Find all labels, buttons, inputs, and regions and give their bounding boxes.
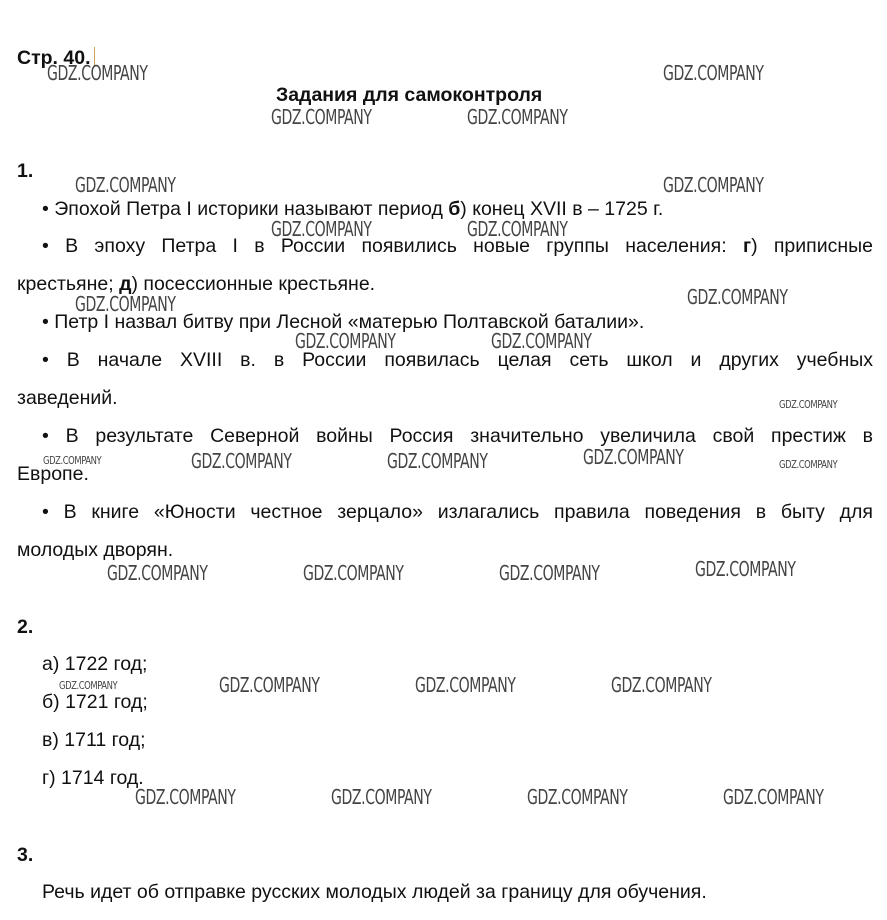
task-1-line-5: • В начале XVIII в. в России появилась целая сеть школ и других учебных [42, 349, 873, 371]
task-1-number: 1. [17, 160, 34, 182]
task-2-answer-b: б) 1721 год; [42, 691, 148, 713]
task-1-line-7: • В результате Северной войны Россия значительно увеличила свой престиж в [42, 425, 873, 447]
watermark: GDZ.COMPANY [75, 292, 176, 316]
watermark: GDZ.COMPANY [107, 561, 208, 585]
watermark: GDZ.COMPANY [59, 679, 118, 692]
watermark: GDZ.COMPANY [415, 673, 516, 697]
watermark: GDZ.COMPANY [271, 217, 372, 241]
watermark: GDZ.COMPANY [723, 785, 824, 809]
watermark: GDZ.COMPANY [467, 217, 568, 241]
watermark: GDZ.COMPANY [663, 61, 764, 85]
task-1-line-8: Европе. [17, 463, 89, 485]
task-1-line-6: заведений. [17, 387, 118, 409]
page-reference: Стр. 40. [17, 47, 95, 69]
watermark: GDZ.COMPANY [779, 458, 838, 471]
watermark: GDZ.COMPANY [499, 561, 600, 585]
watermark: GDZ.COMPANY [527, 785, 628, 809]
page-title: Задания для самоконтроля [276, 84, 543, 106]
watermark: GDZ.COMPANY [303, 561, 404, 585]
watermark: GDZ.COMPANY [135, 785, 236, 809]
task-1-line-1: • Эпохой Петра I историки называют период б) конец XVII в – 1725 г. [42, 198, 664, 220]
watermark: GDZ.COMPANY [779, 398, 838, 411]
watermark: GDZ.COMPANY [47, 61, 148, 85]
task-1-line-4: • Петр I назвал битву при Лесной «матерью Полтавской баталии». [42, 311, 645, 333]
watermark: GDZ.COMPANY [491, 329, 592, 353]
watermark: GDZ.COMPANY [191, 449, 292, 473]
watermark: GDZ.COMPANY [43, 454, 102, 467]
watermark: GDZ.COMPANY [331, 785, 432, 809]
watermark: GDZ.COMPANY [387, 449, 488, 473]
watermark: GDZ.COMPANY [687, 285, 788, 309]
watermark: GDZ.COMPANY [271, 105, 372, 129]
watermark: GDZ.COMPANY [219, 673, 320, 697]
task-2-answer-d: г) 1714 год. [42, 767, 144, 789]
task-1-line-2: • В эпоху Петра I в России появились новые группы населения: г) приписные [42, 235, 874, 257]
watermark: GDZ.COMPANY [75, 173, 176, 197]
watermark: GDZ.COMPANY [467, 105, 568, 129]
task-1-line-10: молодых дворян. [17, 539, 174, 561]
watermark: GDZ.COMPANY [663, 173, 764, 197]
task-1-line-9: • В книге «Юности честное зерцало» излагались правила поведения в быту для [42, 501, 873, 523]
watermark: GDZ.COMPANY [611, 673, 712, 697]
watermark: GDZ.COMPANY [583, 445, 684, 469]
task-1-line-3: крестьяне; д) посессионные крестьяне. [17, 273, 376, 295]
task-2-number: 2. [17, 616, 34, 638]
task-3-number: 3. [17, 844, 34, 866]
task-2-answer-a: а) 1722 год; [42, 653, 148, 675]
task-3-text: Речь идет об отправке русских молодых людей за границу для обучения. [42, 881, 707, 903]
watermark: GDZ.COMPANY [695, 557, 796, 581]
watermark: GDZ.COMPANY [295, 329, 396, 353]
task-2-answer-c: в) 1711 год; [42, 729, 146, 751]
